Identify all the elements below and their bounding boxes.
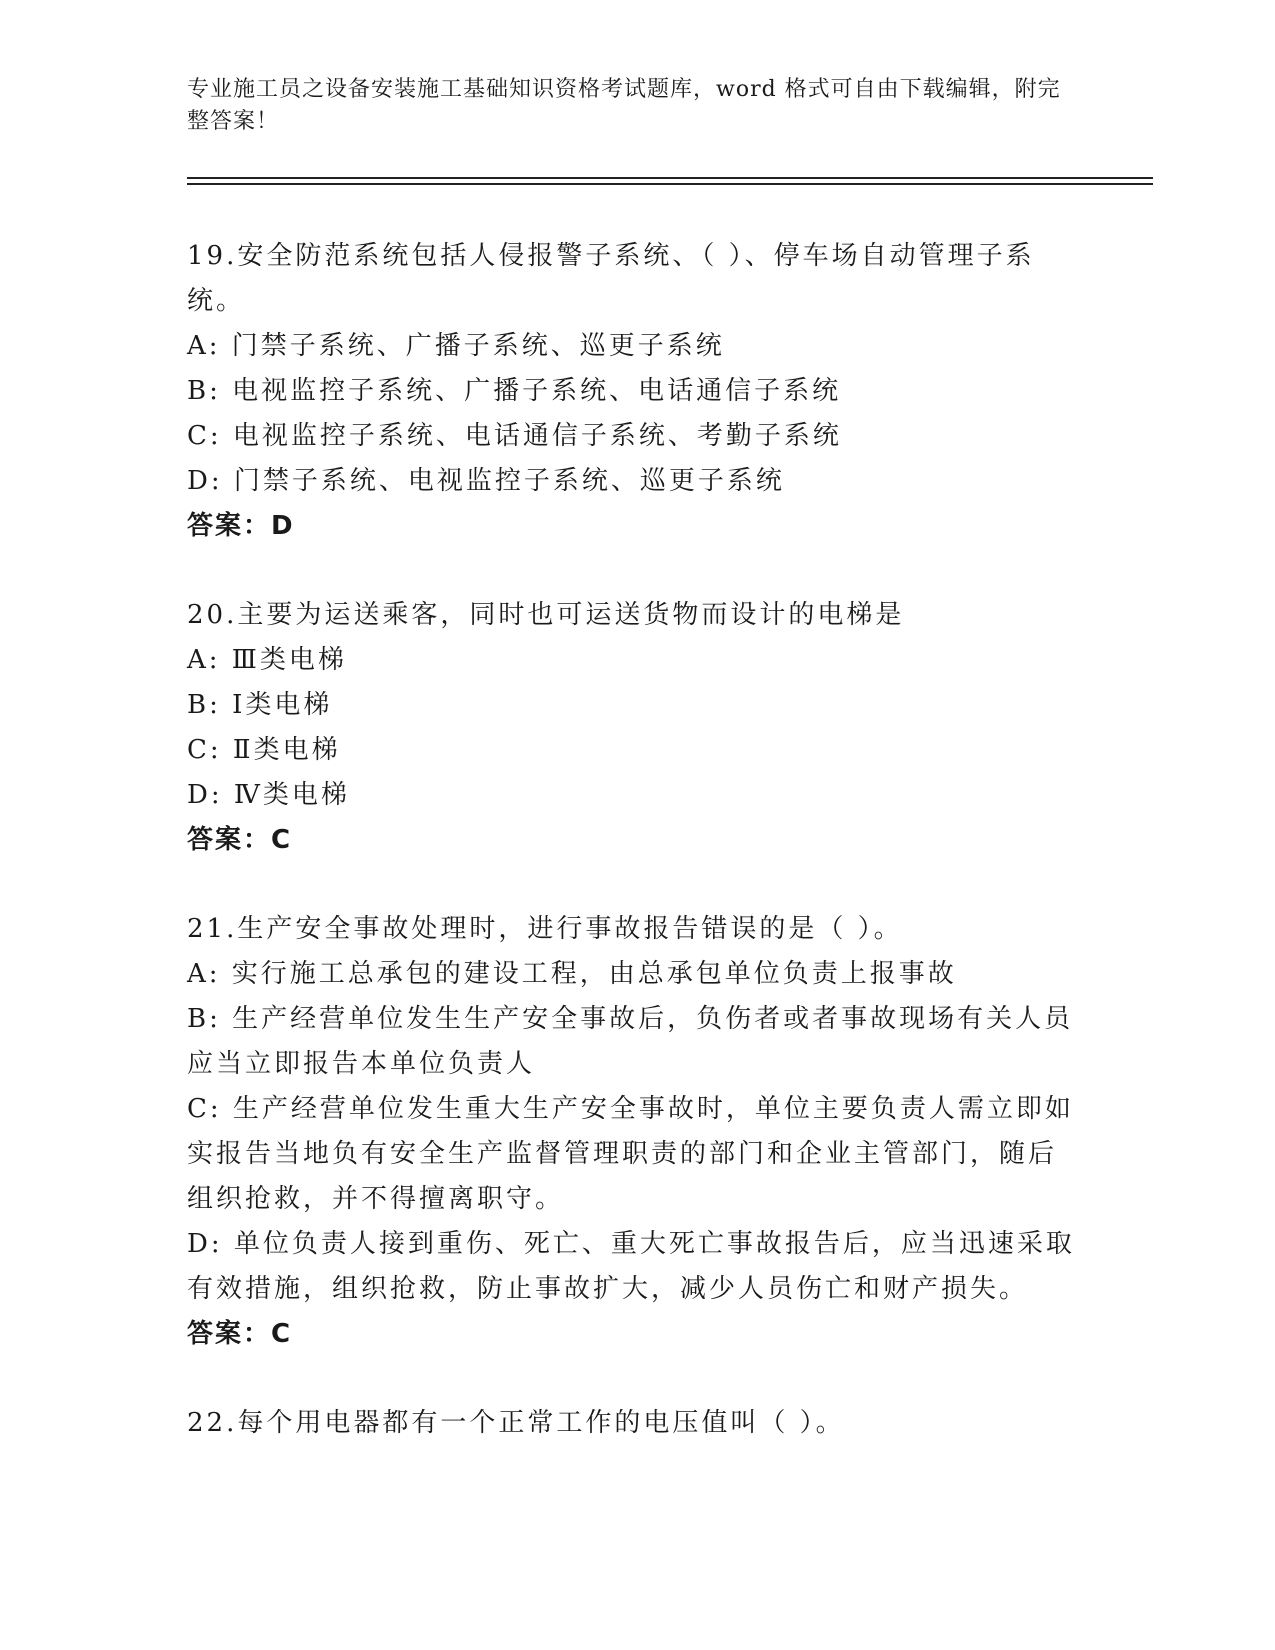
option-d: D: 门禁子系统、电视监控子系统、巡更子系统 [187,466,785,496]
question-text: 22.每个用电器都有一个正常工作的电压值叫（ ）。 [187,1408,845,1438]
option-a: A: Ⅲ类电梯 [187,645,347,675]
answer-line: 答案：C [187,1319,293,1349]
answer-line: 答案：D [187,511,295,541]
answer-line: 答案：C [187,825,293,855]
question-text: 20.主要为运送乘客，同时也可运送货物而设计的电梯是 [187,600,905,630]
question-text: 19.安全防范系统包括人侵报警子系统、（ ）、停车场自动管理子系统。 [187,241,1035,316]
question-list [187,234,1077,1490]
option-b: B: 电视监控子系统、广播子系统、电话通信子系统 [187,376,842,406]
option-d: D: 单位负责人接到重伤、死亡、重大死亡事故报告后，应当迅速采取有效措施，组织抢救，防止事故扩大，减少人员伤亡和财产损失。 [187,1229,1075,1304]
option-a: A: 实行施工总承包的建设工程，由总承包单位负责上报事故 [187,959,957,989]
question-text: 21.生产安全事故处理时，进行事故报告错误的是（ ）。 [187,914,903,944]
question-21 [187,907,1077,1357]
document-header: 专业施工员之设备安装施工基础知识资格考试题库，word 格式可自由下载编辑，附完整答案！ [187,77,1061,134]
option-c: C: 生产经营单位发生重大生产安全事故时，单位主要负责人需立即如实报告当地负有安全生产监督管理职责的部门和企业主管部门，随后组织抢救，并不得擅离职守。 [187,1094,1074,1214]
option-a: A: 门禁子系统、广播子系统、巡更子系统 [187,331,725,361]
option-c: C: 电视监控子系统、电话通信子系统、考勤子系统 [187,421,842,451]
option-d: D: Ⅳ类电梯 [187,780,350,810]
header-divider [187,177,1153,185]
question-19 [187,234,1077,549]
question-22 [187,1401,1077,1446]
option-b: B: 生产经营单位发生生产安全事故后，负伤者或者事故现场有关人员应当立即报告本单位负责人 [187,1004,1074,1079]
option-c: C: Ⅱ类电梯 [187,735,341,765]
question-20 [187,593,1077,863]
option-b: B: Ⅰ类电梯 [187,690,333,720]
